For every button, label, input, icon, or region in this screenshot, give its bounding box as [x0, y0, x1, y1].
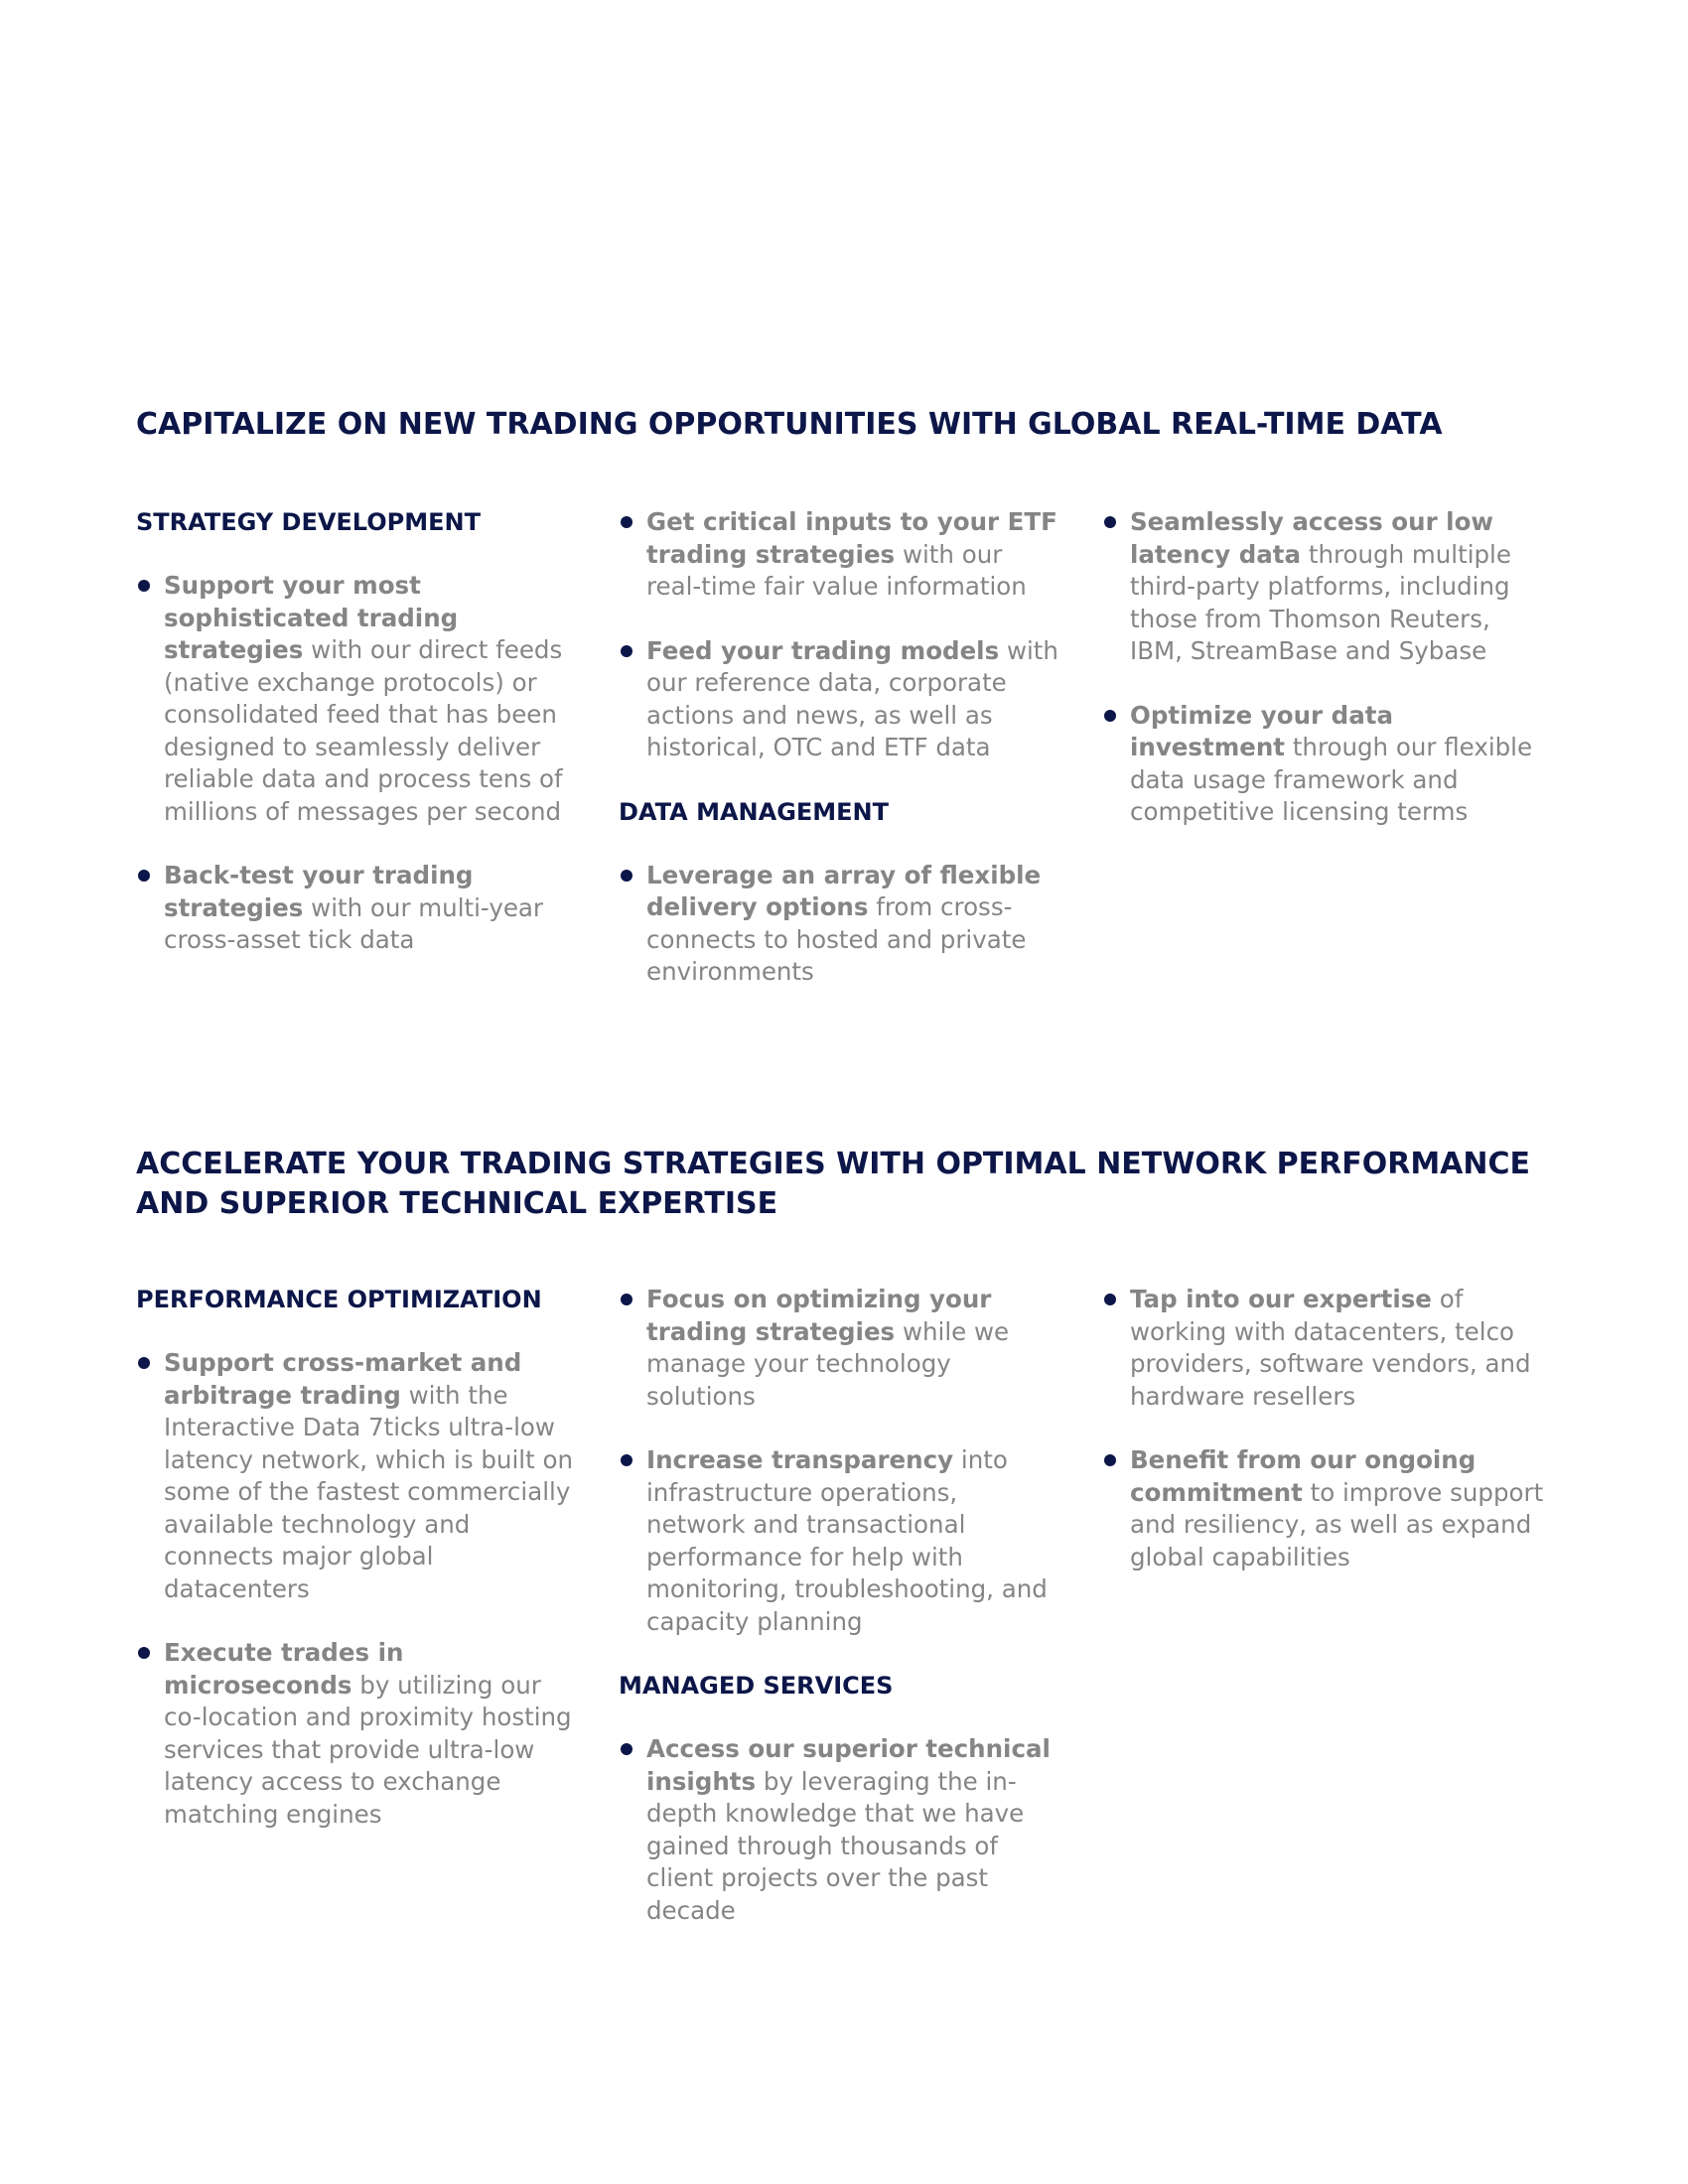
bullet-text: while we manage your technology solutions — [646, 1316, 1010, 1411]
bullet-dot-icon — [621, 870, 633, 882]
bullet-text: to improve support and resiliency, as well as expand global capabilities — [1130, 1477, 1544, 1571]
section-2-column-1 — [136, 1284, 578, 1862]
list-item — [136, 1347, 578, 1605]
bullet-text: with our direct feeds (native exchange protocols) or consolidated feed that has been designed to seamlessly deliver reliable data and process tens of millions of messages per second — [164, 635, 563, 826]
section-1-column-3 — [1102, 506, 1544, 861]
bullet-dot-icon — [621, 1743, 633, 1755]
list-item — [619, 1284, 1060, 1413]
bullet-lead: Benefit from our ongoing commitment — [1130, 1445, 1477, 1507]
section-2-title: ACCELERATE YOUR TRADING STRATEGIES WITH OPTIMAL NETWORK PERFORMANCE AND SUPERIOR TECHNICAL EXPERTISE — [136, 1147, 1531, 1221]
section-1-title: CAPITALIZE ON NEW TRADING OPPORTUNITIES WITH GLOBAL REAL-TIME DATA — [136, 407, 1443, 442]
bullet-dot-icon — [138, 1647, 150, 1659]
bullet-lead: Access our superior technical insights — [646, 1734, 1051, 1796]
bullet-text: with our reference data, corporate actions and news, as well as historical, OTC and ETF data — [646, 635, 1058, 761]
bullet-lead: Seamlessly access our low latency data — [1130, 507, 1494, 569]
bullet-text: into infrastructure operations, network and transactional performance for help with monitoring, troubleshooting, and capacity planning — [646, 1445, 1048, 1636]
list-item — [1102, 1444, 1544, 1573]
bullet-text: through multiple third-party platforms, including those from Thomson Reuters, IBM, StreamBase and Sybase — [1130, 539, 1511, 665]
bullet-text: by leveraging the in-depth knowledge that we have gained through thousands of client projects over the past decade — [646, 1766, 1025, 1925]
section-2-column-3 — [1102, 1284, 1544, 1605]
bullet-lead: Optimize your data investment — [1130, 700, 1393, 761]
bullet-lead: Leverage an array of flexible delivery options — [646, 860, 1042, 921]
strategy-development-heading: STRATEGY DEVELOPMENT — [136, 508, 481, 536]
bullet-dot-icon — [138, 870, 150, 882]
list-item — [1102, 506, 1544, 668]
bullet-dot-icon — [621, 645, 633, 657]
section-2-column-2 — [619, 1284, 1060, 1959]
list-item — [619, 1444, 1060, 1638]
bullet-dot-icon — [621, 516, 633, 528]
section-1-column-1 — [136, 506, 578, 989]
bullet-lead: Tap into our expertise — [1130, 1285, 1432, 1313]
list-item — [619, 635, 1060, 764]
bullet-lead: Support cross-market and arbitrage trading — [164, 1348, 522, 1410]
list-item — [136, 860, 578, 957]
bullet-dot-icon — [621, 1454, 633, 1466]
list-item — [619, 506, 1060, 604]
list-item — [136, 570, 578, 828]
bullet-text: of working with datacenters, telco providers, software vendors, and hardware resellers — [1130, 1285, 1531, 1411]
bullet-lead: Execute trades in microseconds — [164, 1638, 404, 1700]
bullet-text: by utilizing our co-location and proximity hosting services that provide ultra-low latency access to exchange matching engines — [164, 1670, 572, 1829]
bullet-text: with our multi-year cross-asset tick data — [164, 892, 543, 954]
bullet-text: with our real-time fair value information — [646, 539, 1027, 601]
bullet-lead: Back-test your trading strategies — [164, 861, 474, 922]
bullet-dot-icon — [1104, 516, 1116, 528]
list-item — [619, 860, 1060, 989]
bullet-text: from cross-connects to hosted and private environments — [646, 892, 1027, 986]
list-item — [619, 1733, 1060, 1927]
bullet-lead: Support your most sophisticated trading strategies — [164, 571, 459, 664]
bullet-dot-icon — [1104, 1454, 1116, 1466]
managed-services-heading: MANAGED SERVICES — [619, 1672, 894, 1700]
bullet-lead: Increase transparency — [646, 1445, 954, 1474]
bullet-text: through our flexible data usage framework and competitive licensing terms — [1130, 733, 1533, 826]
data-management-heading: DATA MANAGEMENT — [619, 797, 890, 826]
bullet-text: with the Interactive Data 7ticks ultra-low latency network, which is built on some of the fastest commercially available technology and connects major global datacenters — [164, 1380, 573, 1603]
performance-optimization-heading: PERFORMANCE OPTIMIZATION — [136, 1286, 542, 1313]
bullet-lead: Get critical inputs to your ETF trading strategies — [646, 507, 1057, 569]
bullet-dot-icon — [1104, 710, 1116, 722]
list-item — [1102, 1284, 1544, 1413]
bullet-dot-icon — [138, 1357, 150, 1369]
bullet-lead: Focus on optimizing your trading strategies — [646, 1285, 992, 1346]
bullet-dot-icon — [1104, 1294, 1116, 1305]
section-1-column-2 — [619, 506, 1060, 1021]
list-item — [1102, 700, 1544, 829]
bullet-dot-icon — [138, 580, 150, 592]
bullet-dot-icon — [621, 1294, 633, 1305]
bullet-lead: Feed your trading models — [646, 635, 1000, 665]
list-item — [136, 1637, 578, 1831]
